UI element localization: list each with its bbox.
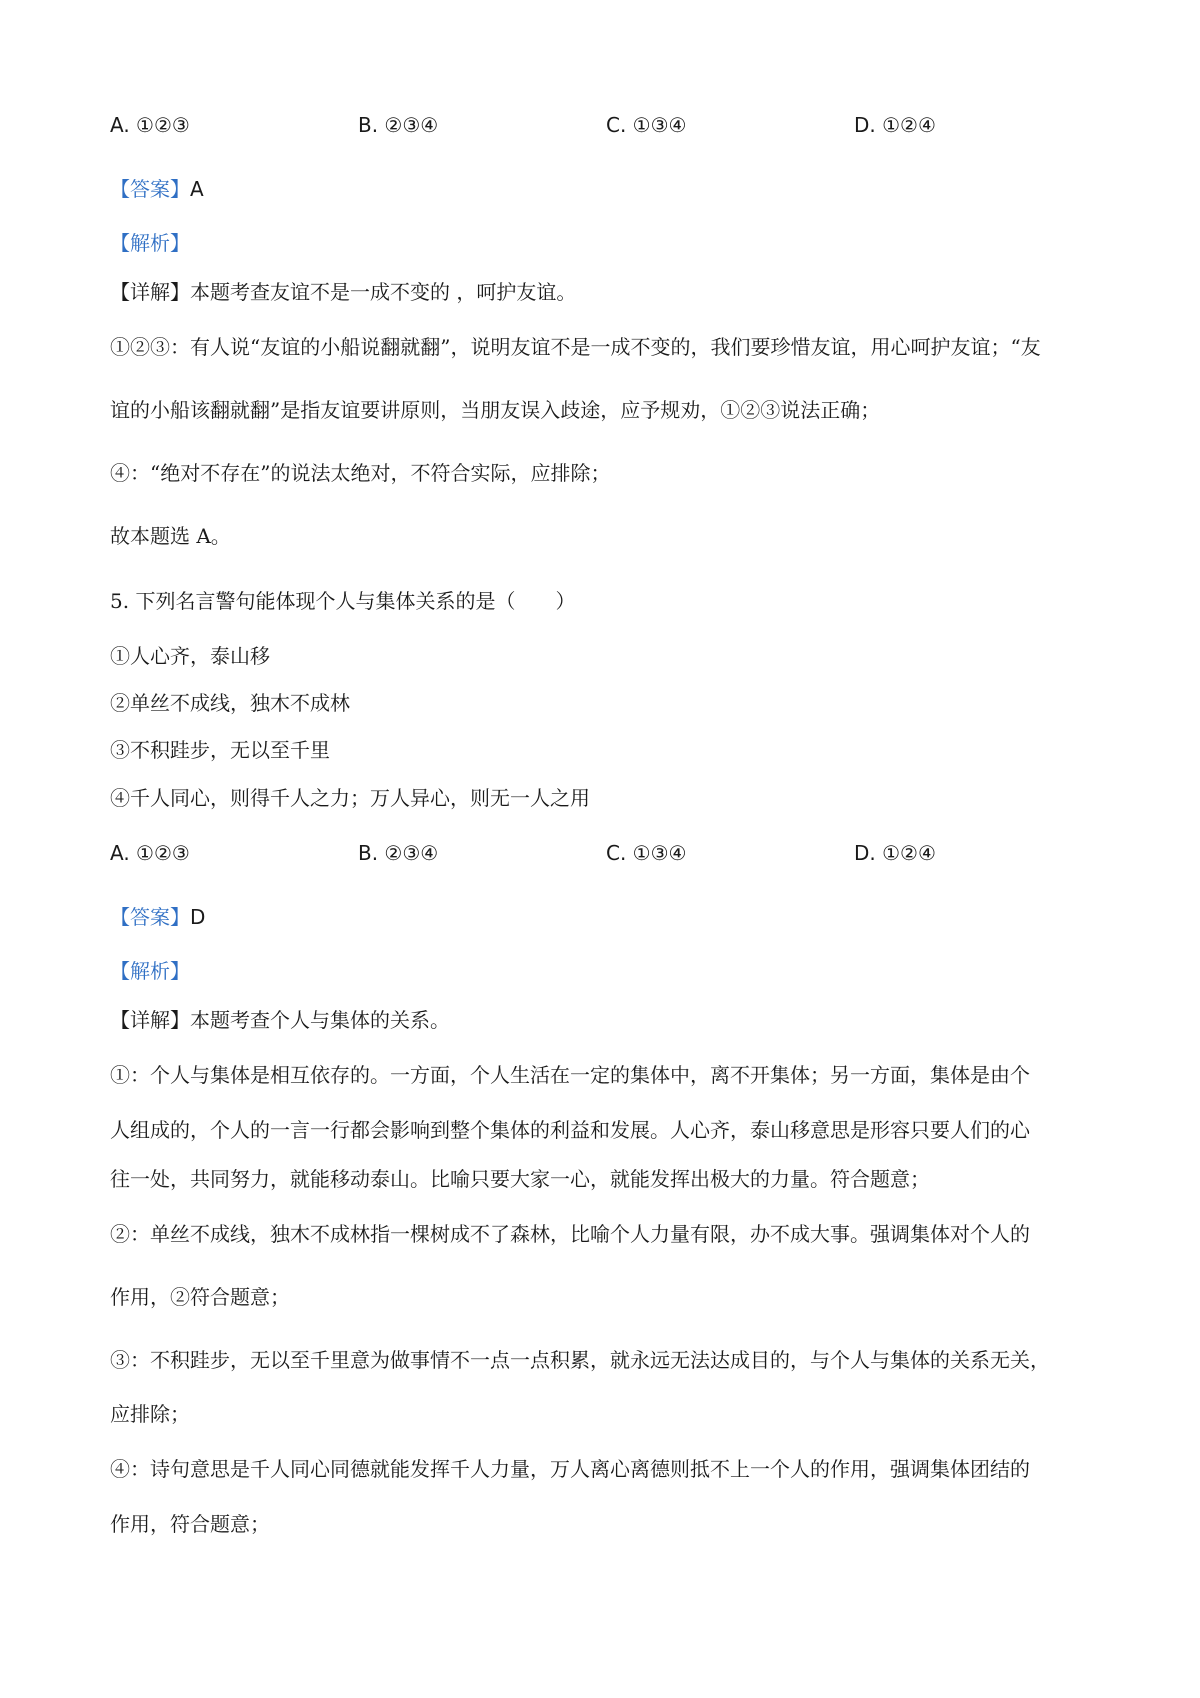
q5-p1-line1: ①：个人与集体是相互依存的。一方面，个人生活在一定的集体中，离不开集体；另一方面，集体是由个 xyxy=(110,1063,1030,1087)
q4-conclusion: 故本题选 A。 xyxy=(110,524,231,548)
q5-option-b: B. ②③④ xyxy=(358,841,439,865)
q5-p2-line2: 作用，②符合题意； xyxy=(110,1285,290,1309)
q5-p3-line2: 应排除； xyxy=(110,1402,190,1426)
q4-option-c: C. ①③④ xyxy=(606,113,687,137)
q4-answer-value: A xyxy=(190,177,204,201)
q5-p2-line1: ②：单丝不成线，独木不成林指一棵树成不了森林，比喻个人力量有限，办不成大事。强调集体对个人的 xyxy=(110,1222,1030,1246)
q5-p4-line1: ④：诗句意思是千人同心同德就能发挥千人力量，万人离心离德则抵不上一个人的作用，强调集体团结的 xyxy=(110,1457,1030,1481)
q4-option-a: A. ①②③ xyxy=(110,113,190,137)
q5-stem: 5. 下列名言警句能体现个人与集体关系的是（ ） xyxy=(110,589,576,613)
q5-option-a: A. ①②③ xyxy=(110,841,190,865)
q4-options xyxy=(110,111,1100,139)
q5-item-1: ①人心齐，泰山移 xyxy=(110,644,270,668)
q5-answer xyxy=(110,903,205,931)
q4-para1-line2: 谊的小船该翻就翻”是指友谊要讲原则，当朋友误入歧途，应予规劝，①②③说法正确； xyxy=(110,398,881,422)
q5-answer-tag: 【答案】 xyxy=(110,905,190,929)
q4-detail: 【详解】本题考查友谊不是一成不变的 ，呵护友谊。 xyxy=(110,280,577,304)
q5-answer-value: D xyxy=(190,905,206,929)
q5-p1-line3: 往一处，共同努力，就能移动泰山。比喻只要大家一心，就能发挥出极大的力量。符合题意； xyxy=(110,1167,930,1191)
q5-options xyxy=(110,839,1100,867)
q5-option-c: C. ①③④ xyxy=(606,841,687,865)
q4-answer-tag: 【答案】 xyxy=(110,177,190,201)
q4-para2: ④：“绝对不存在”的说法太绝对，不符合实际，应排除； xyxy=(110,461,611,485)
q4-option-b: B. ②③④ xyxy=(358,113,439,137)
q5-item-4: ④千人同心，则得千人之力；万人异心，则无一人之用 xyxy=(110,786,590,810)
q5-p1-line2: 人组成的，个人的一言一行都会影响到整个集体的利益和发展。人心齐，泰山移意思是形容只要人们的心 xyxy=(110,1118,1030,1142)
q4-analysis-tag: 【解析】 xyxy=(110,231,190,255)
q5-option-d: D. ①②④ xyxy=(854,841,936,865)
q5-item-2: ②单丝不成线，独木不成林 xyxy=(110,691,350,715)
q5-detail: 【详解】本题考查个人与集体的关系。 xyxy=(110,1008,450,1032)
q5-p3-line1: ③：不积跬步，无以至千里意为做事情不一点一点积累，就永远无法达成目的，与个人与集体的关系无关， xyxy=(110,1348,1050,1372)
q5-analysis-tag: 【解析】 xyxy=(110,959,190,983)
q4-answer xyxy=(110,175,204,203)
q5-p4-line2: 作用，符合题意； xyxy=(110,1512,270,1536)
q4-option-d: D. ①②④ xyxy=(854,113,936,137)
q4-para1-line1: ①②③：有人说“友谊的小船说翻就翻”，说明友谊不是一成不变的，我们要珍惜友谊，用心呵护友谊；“友 xyxy=(110,335,1041,359)
q5-item-3: ③不积跬步，无以至千里 xyxy=(110,738,330,762)
